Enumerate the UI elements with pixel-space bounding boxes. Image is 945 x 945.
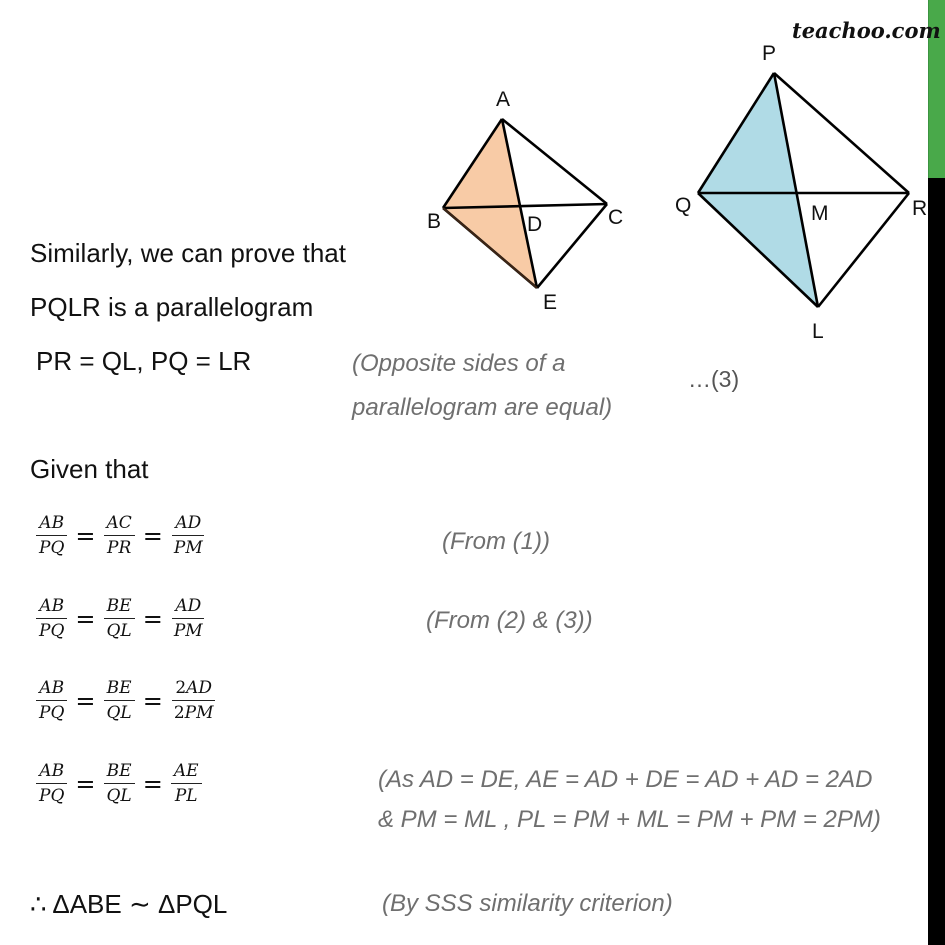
triangle-abe-shade bbox=[443, 119, 537, 288]
label-l: L bbox=[812, 320, 824, 340]
fraction: $\frac{2AD}{2PM}$ bbox=[173, 678, 214, 723]
label-r: R bbox=[912, 197, 928, 220]
note-opposite-sides-1: (Opposite sides of a bbox=[352, 350, 566, 377]
label-c: C bbox=[608, 206, 624, 229]
fraction: $\frac{AD}{PM}$ bbox=[173, 513, 203, 558]
equation-row-1: $\frac{AB}{PQ}$ = $\frac{AC}{PR}$ = $\frac{AD}{PM}$ bbox=[34, 513, 208, 558]
note-pm-ml: & PM = ML , PL = PM + ML = PM + PM = 2PM) bbox=[378, 806, 881, 833]
line-pqlr-parallelogram: PQLR is a parallelogram bbox=[30, 292, 314, 322]
line-similarly: Similarly, we can prove that bbox=[30, 238, 346, 268]
fraction: $\frac{AE}{PL}$ bbox=[171, 761, 202, 806]
line-pr-ql: PR = QL, PQ = LR bbox=[36, 346, 252, 376]
equation-ref-3: …(3) bbox=[688, 366, 740, 392]
note-from-1: (From (1)) bbox=[442, 528, 550, 555]
line-given-that: Given that bbox=[30, 454, 149, 484]
note-from-2-3: (From (2) & (3)) bbox=[426, 607, 593, 634]
label-q: Q bbox=[675, 194, 692, 217]
label-p: P bbox=[762, 42, 777, 65]
fraction: $\frac{AB}{PQ}$ bbox=[36, 678, 67, 723]
triangle-pql-shade bbox=[698, 73, 818, 307]
teachoo-logo: teachoo.com bbox=[792, 18, 941, 43]
label-e: E bbox=[543, 291, 558, 314]
parallelogram-figures bbox=[0, 0, 945, 340]
fraction: $\frac{AC}{PR}$ bbox=[104, 513, 135, 558]
note-opposite-sides-2: parallelogram are equal) bbox=[352, 394, 613, 421]
note-as-ad-de: (As AD = DE, AE = AD + DE = AD + AD = 2AD bbox=[378, 766, 873, 793]
label-b: B bbox=[427, 210, 442, 233]
label-a: A bbox=[496, 88, 511, 111]
equation-row-4: $\frac{AB}{PQ}$ = $\frac{BE}{QL}$ = $\frac{AE}{PL}$ bbox=[34, 761, 204, 806]
fraction: $\frac{AB}{PQ}$ bbox=[36, 761, 67, 806]
fraction: $\frac{AD}{PM}$ bbox=[173, 596, 203, 641]
fraction: $\frac{BE}{QL}$ bbox=[104, 596, 135, 641]
equation-row-3: $\frac{AB}{PQ}$ = $\frac{BE}{QL}$ = $\frac{2AD}{2PM}$ bbox=[34, 678, 219, 723]
note-sss-criterion: (By SSS similarity criterion) bbox=[382, 890, 673, 917]
fraction: $\frac{AB}{PQ}$ bbox=[36, 513, 67, 558]
label-m: M bbox=[811, 202, 829, 225]
equation-row-2: $\frac{AB}{PQ}$ = $\frac{BE}{QL}$ = $\frac{AD}{PM}$ bbox=[34, 596, 208, 641]
fraction: $\frac{AB}{PQ}$ bbox=[36, 596, 67, 641]
fraction: $\frac{BE}{QL}$ bbox=[104, 761, 135, 806]
label-d: D bbox=[527, 213, 543, 236]
fraction: $\frac{BE}{QL}$ bbox=[104, 678, 135, 723]
conclusion-similarity: ∴ ΔABE ∼ ΔPQL bbox=[30, 889, 228, 919]
